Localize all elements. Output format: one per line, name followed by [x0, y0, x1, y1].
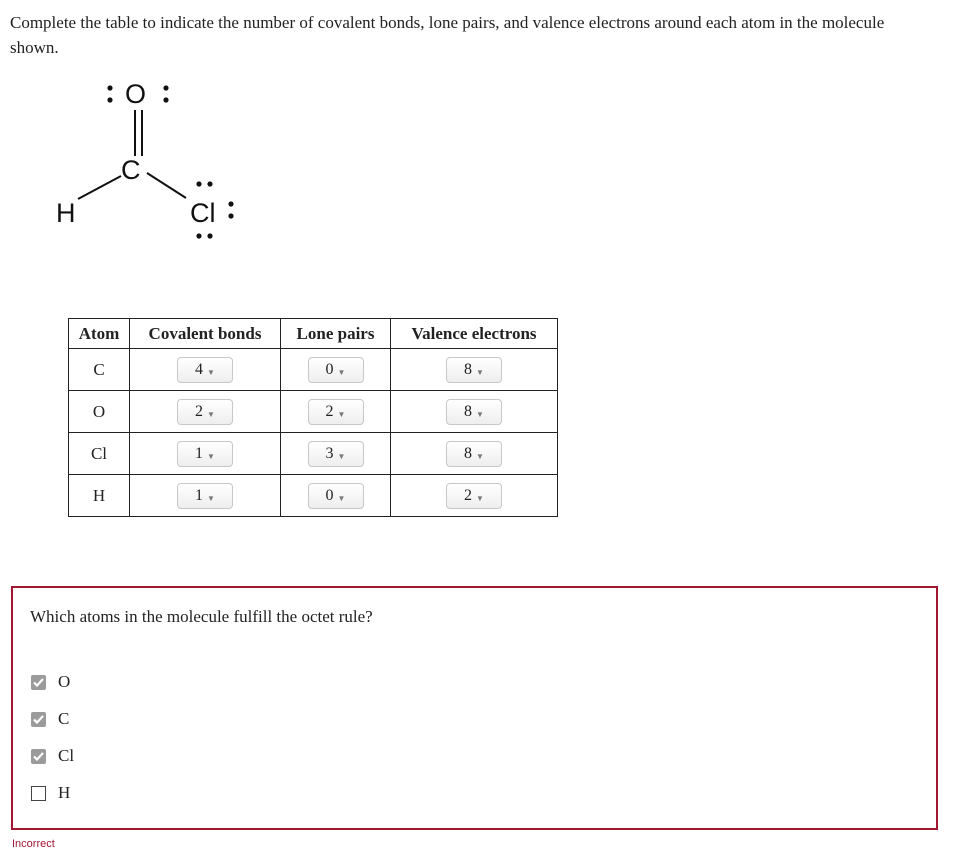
valence-dropdown[interactable]	[446, 357, 502, 383]
dropdown-value: 2	[325, 402, 334, 420]
dropdown-value: 0	[325, 360, 334, 378]
valence-dropdown[interactable]	[446, 483, 502, 509]
status-incorrect: Incorrect	[12, 838, 55, 850]
lone-pairs-cell	[281, 475, 391, 517]
lone-pair-dot	[107, 97, 112, 102]
bonds-cell	[130, 475, 281, 517]
valence-dropdown[interactable]	[446, 399, 502, 425]
lone-pair-dot	[228, 201, 233, 206]
dropdown-value: 2	[195, 402, 204, 420]
header-lone-pairs: Lone pairs	[281, 319, 391, 349]
valence-cell	[391, 475, 558, 517]
dropdown-value: 3	[325, 444, 334, 462]
lone-pairs-dropdown[interactable]	[308, 483, 364, 509]
checkbox-checked-icon[interactable]	[31, 712, 46, 727]
valence-cell	[391, 433, 558, 475]
molecule-structure	[40, 72, 260, 252]
dropdown-value: 0	[325, 486, 334, 504]
checkbox-unchecked-icon[interactable]	[31, 786, 46, 801]
option-chlorine[interactable]	[31, 746, 74, 766]
dropdown-value: 1	[195, 486, 204, 504]
atom-hydrogen: H	[56, 198, 76, 228]
dropdown-value: 8	[464, 444, 473, 462]
caret-down-icon: ▼	[476, 452, 484, 461]
lone-pair-dot	[207, 233, 212, 238]
table-row	[69, 433, 558, 475]
atom-cell: H	[69, 475, 130, 517]
option-label: C	[58, 709, 70, 728]
dropdown-value: 1	[195, 444, 204, 462]
bonds-cell	[130, 391, 281, 433]
table-row	[69, 391, 558, 433]
single-bond-line	[147, 173, 186, 198]
table-row	[69, 349, 558, 391]
lone-pairs-cell	[281, 391, 391, 433]
atom-table	[68, 318, 558, 517]
bonds-dropdown[interactable]	[177, 441, 233, 467]
atom-carbon: C	[121, 155, 141, 185]
atom-chlorine: Cl	[190, 198, 216, 228]
lone-pair-dot	[196, 233, 201, 238]
caret-down-icon: ▼	[337, 410, 346, 419]
option-label: O	[58, 672, 71, 691]
option-carbon[interactable]	[31, 709, 69, 729]
lone-pair-dot	[207, 181, 212, 186]
valence-cell	[391, 349, 558, 391]
dropdown-value: 2	[464, 486, 473, 504]
octet-question-text: Which atoms in the molecule fulfill the octet rule?	[30, 607, 373, 626]
atom-cell: C	[69, 349, 130, 391]
checkbox-checked-icon[interactable]	[31, 675, 46, 690]
caret-down-icon: ▼	[207, 368, 215, 377]
valence-cell	[391, 391, 558, 433]
caret-down-icon: ▼	[337, 452, 346, 461]
lone-pair-dot	[228, 213, 233, 218]
option-label: Cl	[58, 746, 75, 765]
caret-down-icon: ▼	[207, 410, 215, 419]
caret-down-icon: ▼	[337, 368, 346, 377]
header-atom: Atom	[69, 319, 130, 349]
lone-pairs-dropdown[interactable]	[308, 399, 364, 425]
lone-pairs-dropdown[interactable]	[308, 357, 364, 383]
checkbox-checked-icon[interactable]	[31, 749, 46, 764]
header-covalent-bonds: Covalent bonds	[130, 319, 281, 349]
valence-dropdown[interactable]	[446, 441, 502, 467]
bonds-dropdown[interactable]	[177, 399, 233, 425]
table-header-row	[69, 319, 558, 349]
lone-pairs-dropdown[interactable]	[308, 441, 364, 467]
atom-oxygen: O	[125, 79, 147, 109]
lone-pair-dot	[107, 85, 112, 90]
lone-pairs-cell	[281, 433, 391, 475]
option-oxygen[interactable]	[31, 672, 70, 692]
option-label: H	[58, 783, 71, 802]
atom-cell: Cl	[69, 433, 130, 475]
dropdown-value: 8	[464, 402, 473, 420]
lone-pair-dot	[163, 97, 168, 102]
bonds-cell	[130, 349, 281, 391]
bonds-dropdown[interactable]	[177, 357, 233, 383]
caret-down-icon: ▼	[476, 368, 484, 377]
caret-down-icon: ▼	[207, 494, 215, 503]
caret-down-icon: ▼	[476, 494, 484, 503]
bonds-cell	[130, 433, 281, 475]
header-valence-electrons: Valence electrons	[391, 319, 558, 349]
caret-down-icon: ▼	[337, 494, 346, 503]
dropdown-value: 8	[464, 360, 473, 378]
table-row	[69, 475, 558, 517]
single-bond-line	[78, 176, 121, 199]
dropdown-value: 4	[195, 360, 204, 378]
lone-pair-dot	[196, 181, 201, 186]
lone-pair-dot	[163, 85, 168, 90]
caret-down-icon: ▼	[476, 410, 484, 419]
bonds-dropdown[interactable]	[177, 483, 233, 509]
atom-cell: O	[69, 391, 130, 433]
question-text: Complete the table to indicate the number of covalent bonds, lone pairs, and valence electrons around each atom in the molecule shown.	[10, 13, 885, 57]
option-hydrogen[interactable]	[31, 783, 70, 803]
caret-down-icon: ▼	[207, 452, 215, 461]
lone-pairs-cell	[281, 349, 391, 391]
octet-question-panel	[11, 586, 938, 830]
